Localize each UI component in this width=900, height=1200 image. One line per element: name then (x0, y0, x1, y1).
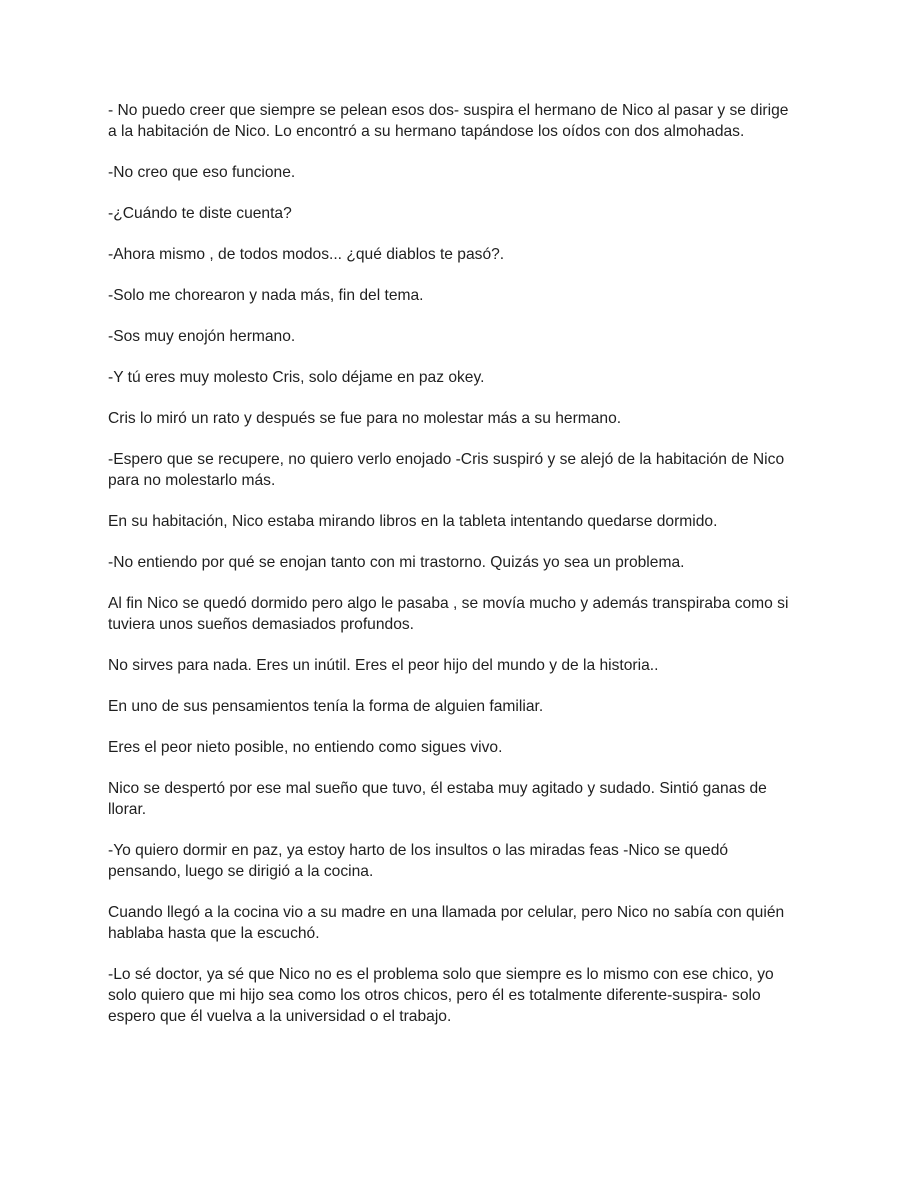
paragraph: -¿Cuándo te diste cuenta? (108, 205, 292, 222)
paragraph: - No puedo creer que siempre se pelean esos dos- suspira el hermano de Nico al pasar y se dirige a la habitación de Nico. Lo encontró a su hermano tapándose los oídos con dos almohadas. (108, 102, 789, 140)
paragraph: -Lo sé doctor, ya sé que Nico no es el problema solo que siempre es lo mismo con ese chico, yo solo quiero que mi hijo sea como los otros chicos, pero él es totalmente diferente-suspira- solo espero que él vuelva a la universidad o el trabajo. (108, 966, 774, 1025)
paragraph: -Solo me chorearon y nada más, fin del tema. (108, 287, 424, 304)
paragraph: No sirves para nada. Eres un inútil. Eres el peor hijo del mundo y de la historia.. (108, 657, 659, 674)
paragraph: -Sos muy enojón hermano. (108, 328, 296, 345)
paragraph: -No entiendo por qué se enojan tanto con mi trastorno. Quizás yo sea un problema. (108, 554, 685, 571)
paragraph: -No creo que eso funcione. (108, 164, 296, 181)
paragraph: Nico se despertó por ese mal sueño que tuvo, él estaba muy agitado y sudado. Sintió ganas de llorar. (108, 780, 767, 818)
paragraph: Cris lo miró un rato y después se fue para no molestar más a su hermano. (108, 410, 622, 427)
paragraph: -Y tú eres muy molesto Cris, solo déjame en paz okey. (108, 369, 485, 386)
paragraph: -Espero que se recupere, no quiero verlo enojado -Cris suspiró y se alejó de la habitación de Nico para no molestarlo más. (108, 451, 785, 489)
paragraph: En uno de sus pensamientos tenía la forma de alguien familiar. (108, 698, 544, 715)
document-body (108, 100, 798, 1047)
paragraph: Eres el peor nieto posible, no entiendo como sigues vivo. (108, 739, 503, 756)
paragraph: -Yo quiero dormir en paz, ya estoy harto de los insultos o las miradas feas -Nico se quedó pensando, luego se dirigió a la cocina. (108, 842, 729, 880)
paragraph: En su habitación, Nico estaba mirando libros en la tableta intentando quedarse dormido. (108, 513, 718, 530)
paragraph: -Ahora mismo , de todos modos... ¿qué diablos te pasó?. (108, 246, 505, 263)
paragraph: Al fin Nico se quedó dormido pero algo le pasaba , se movía mucho y además transpiraba como si tuviera unos sueños demasiados profundos. (108, 595, 789, 633)
paragraph: Cuando llegó a la cocina vio a su madre en una llamada por celular, pero Nico no sabía con quién hablaba hasta que la escuchó. (108, 904, 785, 942)
